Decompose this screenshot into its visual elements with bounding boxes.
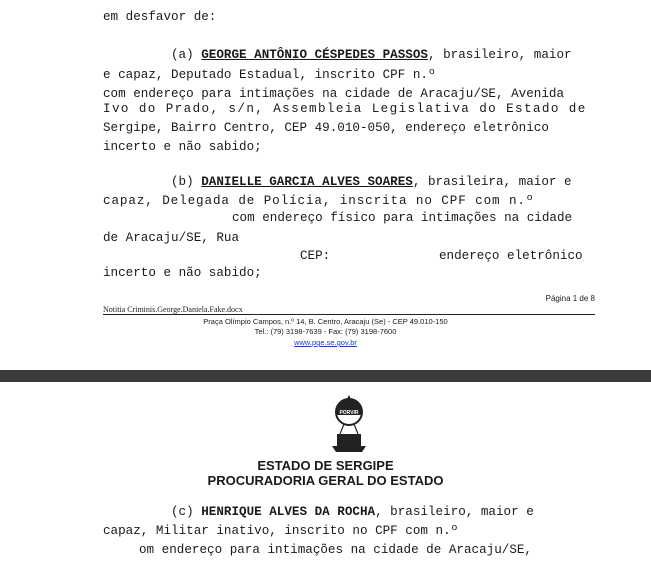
footer-address: Praça Olímpio Campos, n.º 14, B. Centro, Aracaju (Se) - CEP 49.010-150 bbox=[203, 317, 448, 326]
party-a-name: GEORGE ANTÔNIO CÉSPEDES PASSOS bbox=[201, 48, 428, 62]
party-b-line-2: capaz, Delegada de Polícia, inscrita no CPF com n.º bbox=[103, 194, 535, 208]
party-b-marker: (b) bbox=[171, 175, 202, 189]
party-a-line-6: incerto e não sabido; bbox=[103, 140, 262, 154]
party-a-line1-rest: , brasileiro, maior bbox=[427, 48, 572, 62]
page-number: Página 1 de 8 bbox=[545, 294, 595, 303]
party-b-line1-rest: , brasileira, maior e bbox=[412, 175, 572, 189]
party-a-line-1 bbox=[171, 46, 572, 66]
footer-phones: Tel.: (79) 3198-7639 - Fax: (79) 3198-7600 bbox=[254, 327, 397, 336]
party-b-line-4: de Aracaju/SE, Rua bbox=[103, 231, 240, 245]
party-b-line-1 bbox=[171, 173, 572, 193]
party-c-name: HENRIQUE ALVES DA ROCHA bbox=[201, 505, 376, 519]
party-a-line-3: com endereço para intimações na cidade de Aracaju/SE, Avenida bbox=[103, 87, 565, 101]
document-page-2 bbox=[0, 382, 651, 575]
footer-website-link[interactable]: www.pge.se.gov.br bbox=[294, 338, 357, 347]
header-state: ESTADO DE SERGIPE bbox=[257, 458, 394, 473]
party-c-line-2: capaz, Militar inativo, inscrito no CPF com n.º bbox=[103, 524, 459, 538]
party-c-line-1 bbox=[171, 503, 534, 523]
footer-rule bbox=[103, 314, 595, 315]
footer-website-row bbox=[0, 338, 651, 348]
header-agency: PROCURADORIA GERAL DO ESTADO bbox=[207, 473, 444, 488]
party-b-email-label: endereço eletrônico bbox=[439, 249, 583, 263]
party-b-line-3: com endereço físico para intimações na cidade bbox=[232, 211, 573, 225]
party-a-line-2: e capaz, Deputado Estadual, inscrito CPF n.º bbox=[103, 68, 436, 82]
party-b-name: DANIELLE GARCIA ALVES SOARES bbox=[201, 175, 413, 189]
state-crest-icon bbox=[328, 394, 370, 454]
page-divider bbox=[0, 370, 651, 382]
party-b-line-6: incerto e não sabido; bbox=[103, 266, 262, 280]
party-a-line-5: Sergipe, Bairro Centro, CEP 49.010-050, endereço eletrônico bbox=[103, 121, 549, 135]
crest-text: PORVIR bbox=[339, 410, 359, 416]
footer-filename: Notitia Criminis.George.Daniela.Fake.docx bbox=[103, 305, 243, 314]
party-c-line1-rest: , brasileiro, maior e bbox=[375, 505, 534, 519]
intro-text: em desfavor de: bbox=[103, 10, 217, 24]
party-b-cep: CEP: bbox=[300, 249, 331, 263]
party-a-line-4: Ivo do Prado, s/n, Assembleia Legislativa do Estado de bbox=[103, 102, 587, 116]
party-a-marker: (a) bbox=[171, 48, 202, 62]
party-c-marker: (c) bbox=[171, 505, 202, 519]
party-c-line-3: om endereço para intimações na cidade de Aracaju/SE, bbox=[139, 543, 532, 557]
